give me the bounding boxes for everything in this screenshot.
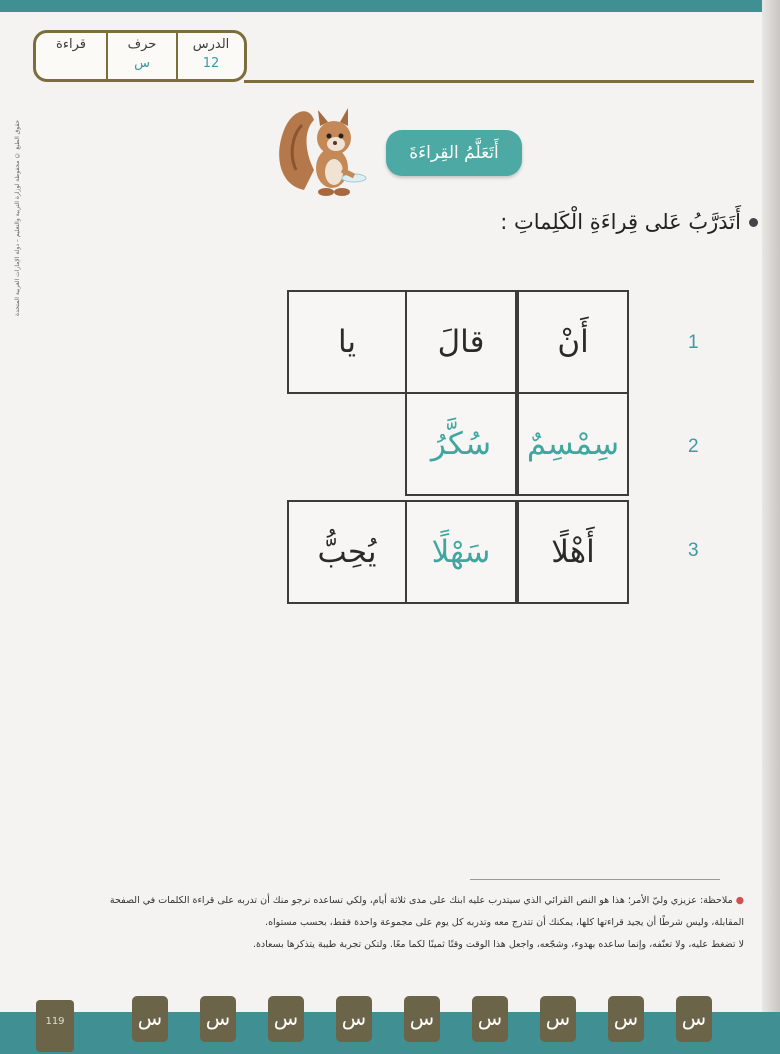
subject-cell <box>36 33 106 79</box>
letter-tab: س <box>132 996 168 1042</box>
word-cell <box>287 500 407 604</box>
letter-tab: س <box>404 996 440 1042</box>
letter-tab: س <box>472 996 508 1042</box>
top-band <box>0 0 780 12</box>
bullet-icon <box>749 218 758 227</box>
row-number: 1 <box>688 332 699 353</box>
letter-tab: س <box>608 996 644 1042</box>
word-cell <box>405 500 517 604</box>
subject-label: قراءة <box>56 37 86 52</box>
word: سِمْسِمٌ <box>526 426 620 462</box>
instruction <box>500 210 758 234</box>
lesson-header <box>33 30 247 82</box>
parent-note <box>104 890 744 956</box>
row-number: 3 <box>688 540 699 561</box>
letter-cell <box>106 33 178 79</box>
word-cell <box>517 392 629 496</box>
word: سَهْلًا <box>431 534 491 570</box>
word: أَنْ <box>557 324 589 360</box>
page-number: 119 <box>36 1000 74 1052</box>
row-number: 2 <box>688 436 699 457</box>
letter-tab: س <box>336 996 372 1042</box>
header-rule <box>244 80 754 83</box>
lesson-cell <box>178 33 244 79</box>
footnote-line <box>104 890 744 912</box>
word-cell <box>405 392 517 496</box>
letter-tab: س <box>676 996 712 1042</box>
word: قالَ <box>437 324 485 360</box>
letter-value: س <box>134 56 150 71</box>
bottom-band <box>0 1012 780 1054</box>
word-cell <box>517 500 629 604</box>
footnote-line-3: لا تضغط عليه، ولا تعنّفه، وإنما ساعده بهدوء، وشجّعه، واجعل هذا الوقت وقتًا ثمينًا لكما معًا. ولتكن تجربة طيبة يتذكرها بسعادة. <box>252 939 744 950</box>
footnote-line-2: المقابلة، وليس شرطًا أن يجيد قراءتها كلها، يمكنك أن تتدرج معه وتدربه كل يوم على مجموعة واحدة فقط، بحسب مستواه. <box>265 917 744 928</box>
word-cell <box>287 290 407 394</box>
footnote-line-1: ملاحظة: عزيزي وليّ الأمر؛ هذا هو النص القرائي الذي سيتدرب عليه ابنك على مدى ثلاثة أيام، ولكي تساعده نرجو منك أن تدربه على قراءة الكلمات في الصفحة <box>109 895 733 906</box>
squirrel-illustration <box>274 100 374 200</box>
word: يُحِبُّ <box>317 534 377 570</box>
footnote-bullet-icon: ● <box>732 895 744 906</box>
letter-tab: س <box>268 996 304 1042</box>
word: سُكَّرُ <box>430 426 492 462</box>
letter-label: حرف <box>127 37 157 52</box>
footnote-rule <box>470 879 720 880</box>
lesson-number: 12 <box>202 56 220 71</box>
copyright-note: حقوق الطبع © محفوظة لوزارة التربية والتعليم – دولة الإمارات العربية المتحدة <box>14 119 21 316</box>
lesson-label: الدرس <box>192 37 230 52</box>
learn-reading-title: أَتَعَلَّمُ القِراءَةَ <box>386 130 522 176</box>
word-cell <box>517 290 629 394</box>
page-edge <box>762 0 780 1054</box>
word-cell <box>405 290 517 394</box>
word: أَهْلًا <box>551 534 595 570</box>
letter-tab: س <box>540 996 576 1042</box>
instruction-text: أَتَدَرَّبُ عَلى قِراءَةِ الْكَلِماتِ : <box>500 210 741 234</box>
word: يا <box>337 324 357 360</box>
letter-tab: س <box>200 996 236 1042</box>
